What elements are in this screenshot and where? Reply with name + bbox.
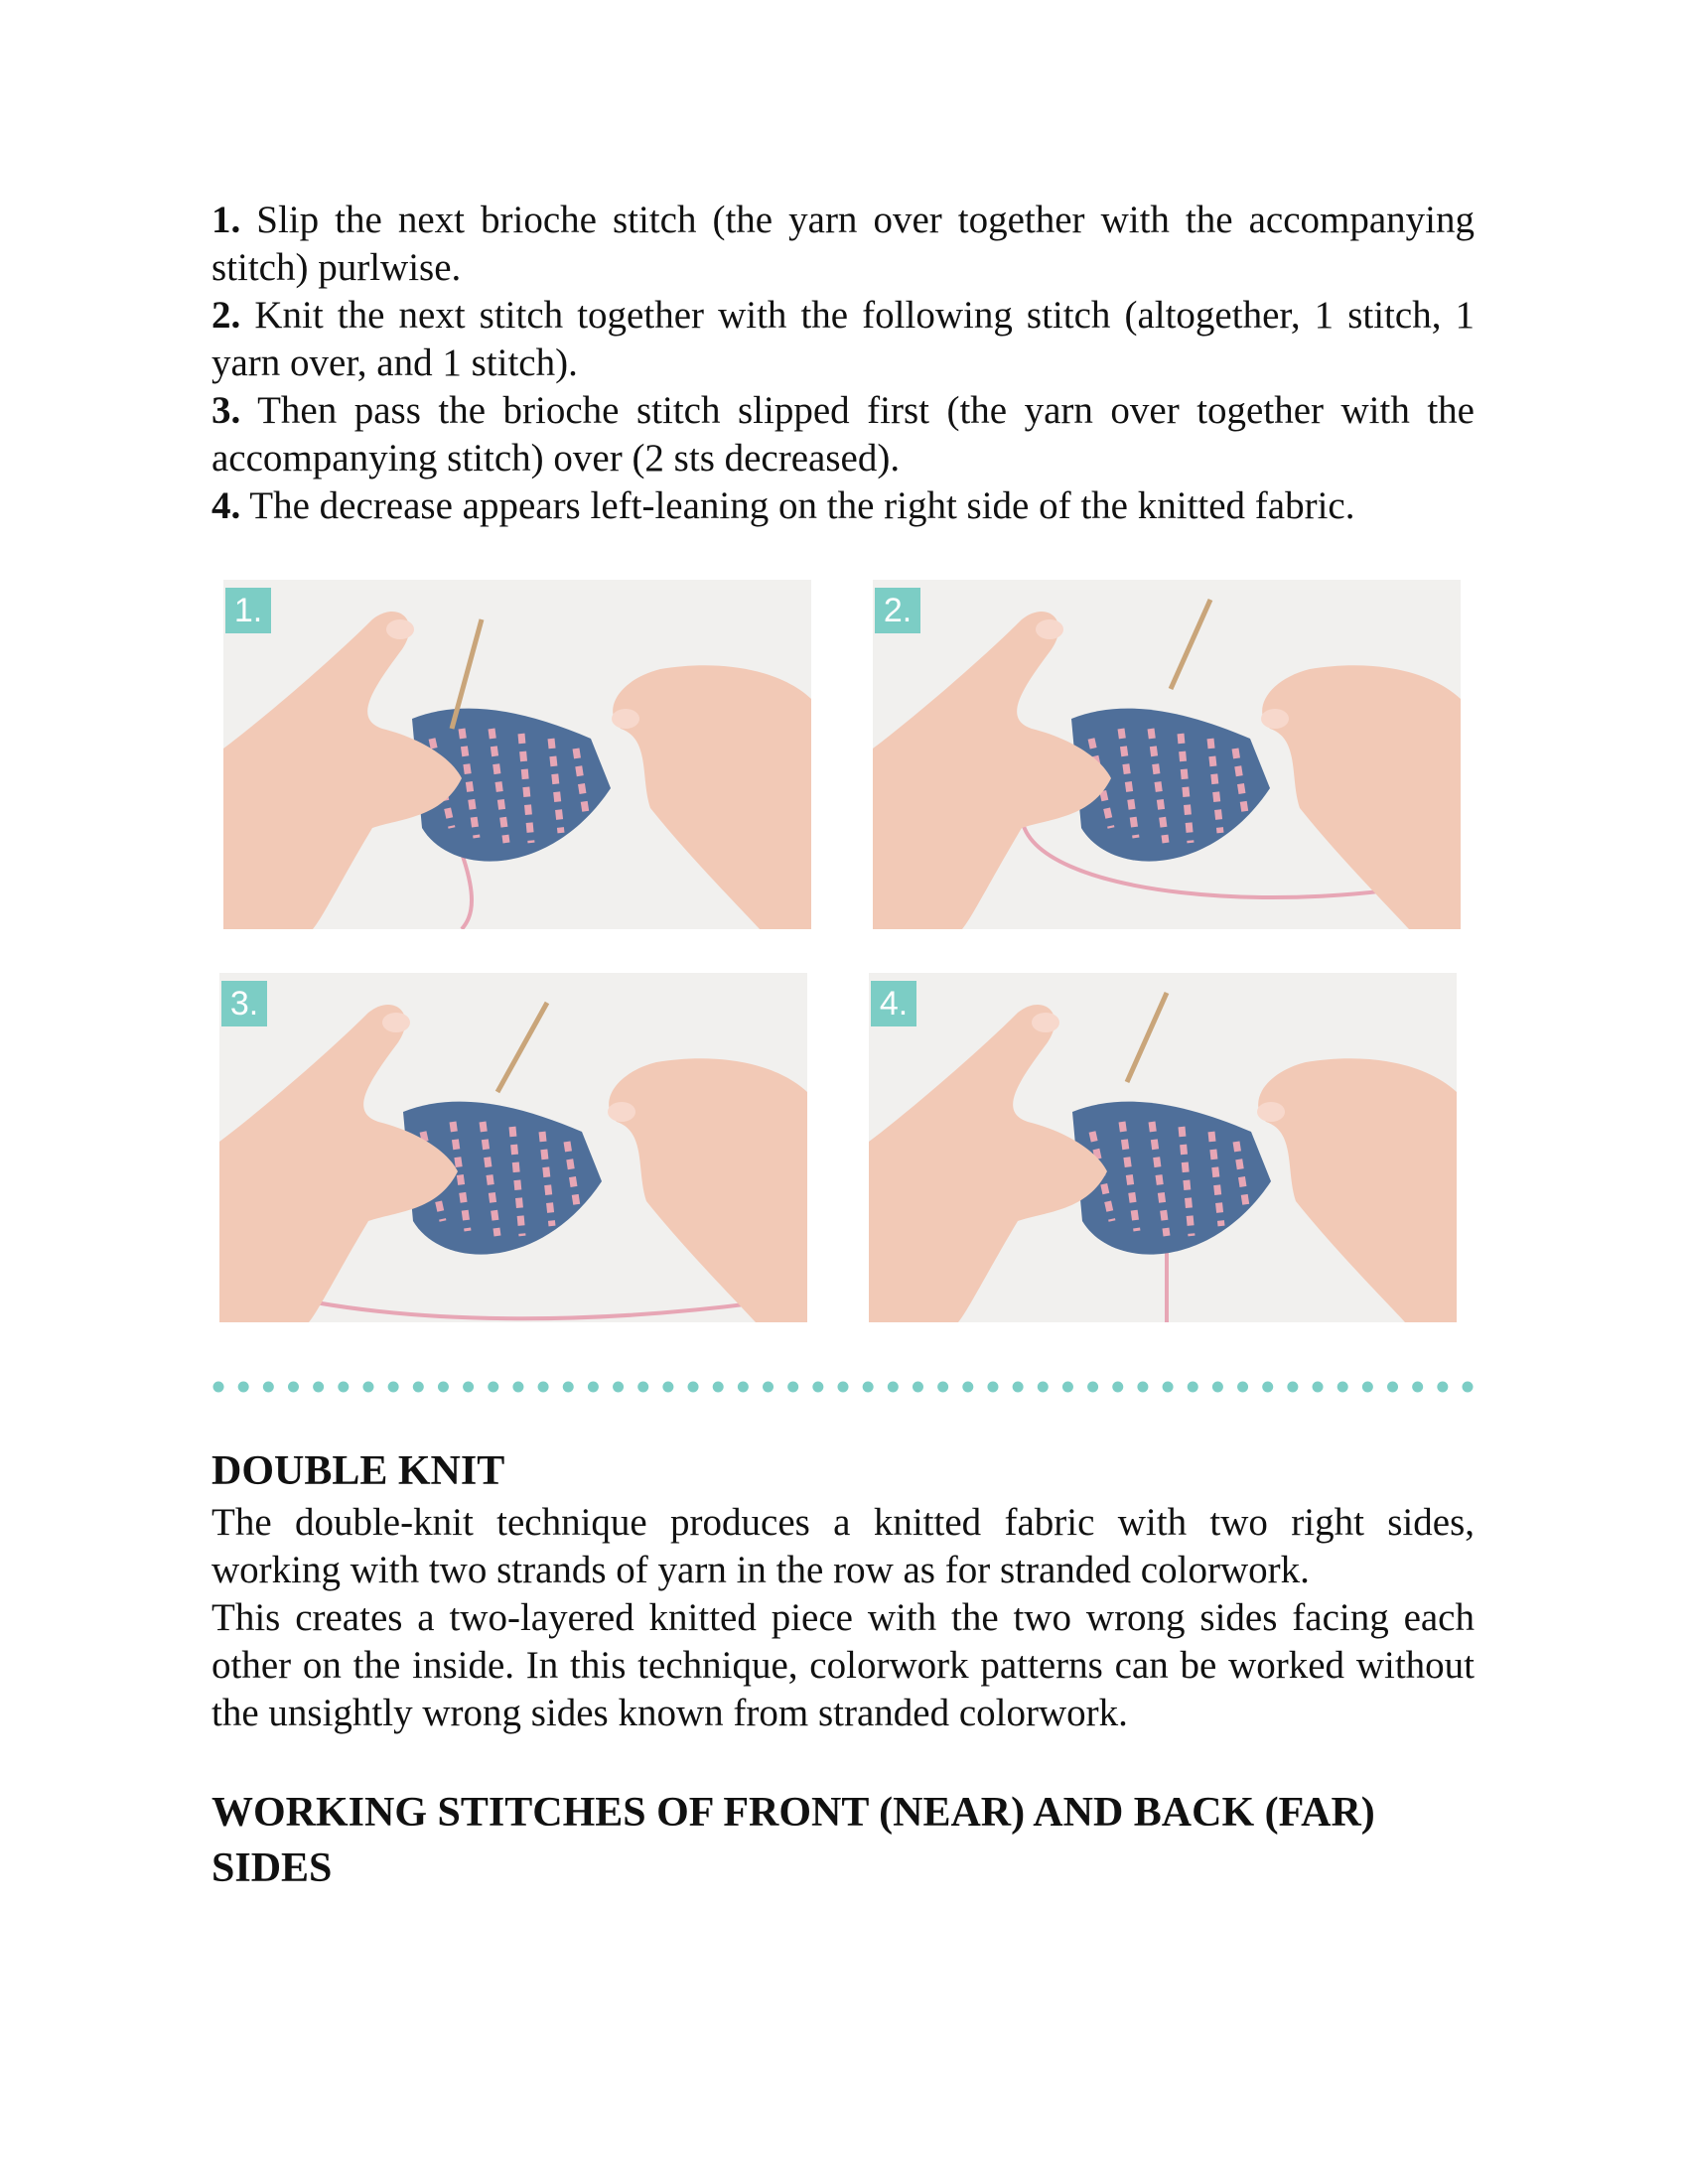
section-title-working-stitches: WORKING STITCHES OF FRONT (NEAR) AND BACK (FAR) SIDES <box>211 1790 1375 1891</box>
divider-dot <box>1387 1382 1398 1393</box>
divider-dot <box>812 1382 823 1393</box>
step-number: 2. <box>211 294 241 337</box>
step-number: 1. <box>211 199 241 241</box>
divider-dot <box>787 1382 798 1393</box>
divider-dot <box>413 1382 424 1393</box>
divider-dot <box>288 1382 299 1393</box>
divider-dot <box>313 1382 324 1393</box>
photo-step-2 <box>873 580 1461 929</box>
divider-dot <box>738 1382 749 1393</box>
divider-dot <box>1137 1382 1148 1393</box>
divider-dot <box>613 1382 624 1393</box>
step-text: Then pass the brioche stitch slipped first (the yarn over together with the accompanying stitch) over (2 sts decreased). <box>211 389 1475 479</box>
step-text: The decrease appears left-leaning on the right side of the knitted fabric. <box>249 484 1355 527</box>
divider-dot <box>238 1382 249 1393</box>
step-1 <box>211 197 1475 292</box>
divider-dot <box>263 1382 274 1393</box>
divider-dot <box>588 1382 599 1393</box>
photo-grid <box>211 576 1475 1330</box>
divider-dot <box>1437 1382 1448 1393</box>
divider-dot <box>512 1382 523 1393</box>
divider-dot <box>1212 1382 1223 1393</box>
paragraph: This creates a two-layered knitted piece with the two wrong sides facing each other on the inside. In this technique, colorwork patterns can be worked without the unsightly wrong sides known from stranded colorwork. <box>211 1596 1475 1734</box>
divider-dot <box>1262 1382 1273 1393</box>
photo-step-1 <box>223 580 811 929</box>
step-number: 3. <box>211 389 241 432</box>
dotted-divider <box>211 1380 1475 1394</box>
step-4 <box>211 482 1475 530</box>
divider-dot <box>1337 1382 1348 1393</box>
step-3 <box>211 387 1475 482</box>
step-2 <box>211 292 1475 387</box>
divider-dot <box>538 1382 549 1393</box>
divider-dot <box>1163 1382 1174 1393</box>
divider-dot <box>888 1382 899 1393</box>
divider-dot <box>213 1382 224 1393</box>
divider-dot <box>637 1382 648 1393</box>
knitting-photo <box>869 973 1457 1322</box>
divider-dot <box>937 1382 948 1393</box>
photo-badge: 1. <box>225 588 271 633</box>
divider-dot <box>713 1382 724 1393</box>
divider-dot <box>913 1382 923 1393</box>
divider-dot <box>1188 1382 1198 1393</box>
knitting-photo <box>223 580 811 929</box>
divider-dot <box>338 1382 349 1393</box>
photo-step-4 <box>869 973 1457 1322</box>
paragraph: The double-knit technique produces a knitted fabric with two right sides, working with two strands of yarn in the row as for stranded colorwork. <box>211 1501 1475 1591</box>
divider-dot <box>662 1382 673 1393</box>
divider-dot <box>1362 1382 1373 1393</box>
divider-dot <box>1013 1382 1024 1393</box>
divider-dot <box>463 1382 474 1393</box>
photo-step-3 <box>219 973 807 1322</box>
divider-dot <box>688 1382 699 1393</box>
double-knit-body <box>211 1499 1475 1737</box>
divider-dot <box>1313 1382 1324 1393</box>
divider-dot <box>863 1382 874 1393</box>
divider-dot <box>1237 1382 1248 1393</box>
divider-dot <box>763 1382 774 1393</box>
photo-badge: 4. <box>871 981 916 1026</box>
divider-dot <box>962 1382 973 1393</box>
divider-dot <box>1412 1382 1423 1393</box>
photo-badge: 3. <box>221 981 267 1026</box>
knitting-photo <box>873 580 1461 929</box>
divider-dot <box>987 1382 998 1393</box>
step-text: Slip the next brioche stitch (the yarn over together with the accompanying stitch) purlwise. <box>211 199 1475 289</box>
divider-dot <box>1112 1382 1123 1393</box>
divider-dot <box>362 1382 373 1393</box>
divider-dot <box>438 1382 449 1393</box>
divider-dot <box>1463 1382 1474 1393</box>
divider-dot <box>1287 1382 1298 1393</box>
divider-dot <box>1062 1382 1073 1393</box>
divider-dot <box>1038 1382 1049 1393</box>
section-title-double-knit: DOUBLE KNIT <box>211 1448 505 1494</box>
step-text: Knit the next stitch together with the following stitch (altogether, 1 stitch, 1 yarn over, and 1 stitch). <box>211 294 1476 384</box>
divider-dot <box>488 1382 498 1393</box>
photo-badge: 2. <box>875 588 920 633</box>
knitting-photo <box>219 973 807 1322</box>
step-number: 4. <box>211 484 241 527</box>
divider-dot <box>838 1382 849 1393</box>
step-list <box>211 197 1475 530</box>
divider-dot <box>1087 1382 1098 1393</box>
divider-dot <box>388 1382 399 1393</box>
divider-dot <box>563 1382 574 1393</box>
